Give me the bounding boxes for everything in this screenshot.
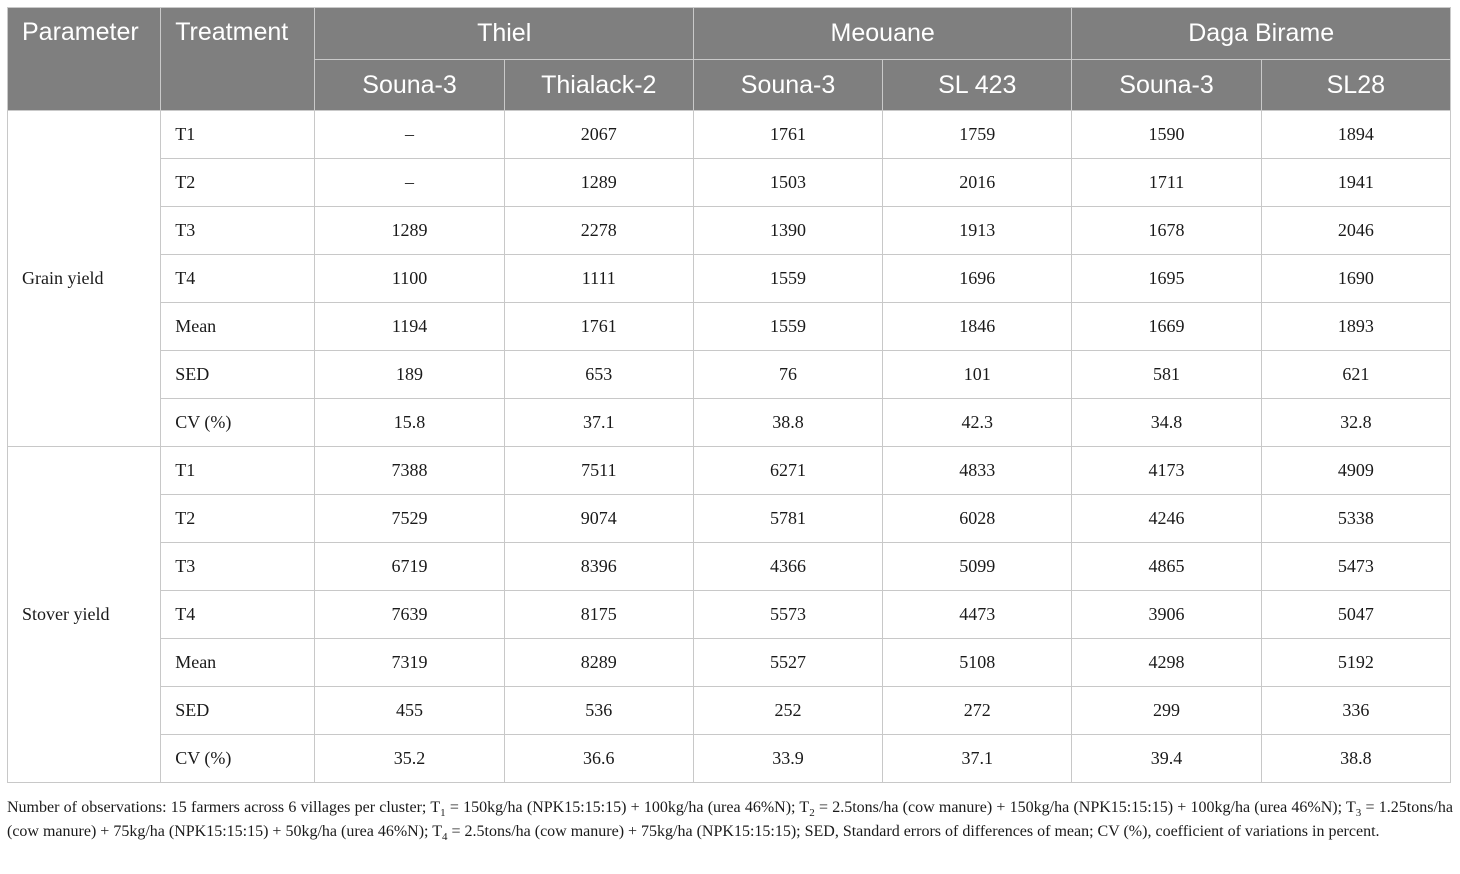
treatment-cell: T3	[161, 543, 315, 591]
value-cell: 4298	[1072, 639, 1261, 687]
treatment-cell: CV (%)	[161, 399, 315, 447]
value-cell: 35.2	[315, 735, 504, 783]
value-cell: 2016	[883, 159, 1072, 207]
value-cell: 299	[1072, 687, 1261, 735]
value-cell: 1559	[693, 255, 882, 303]
table-row	[8, 591, 1451, 639]
value-cell: 7639	[315, 591, 504, 639]
value-cell: 42.3	[883, 399, 1072, 447]
value-cell: 1111	[504, 255, 693, 303]
value-cell: 6271	[693, 447, 882, 495]
value-cell: 1695	[1072, 255, 1261, 303]
treatment-cell: T3	[161, 207, 315, 255]
value-cell: 5338	[1261, 495, 1450, 543]
value-cell: –	[315, 111, 504, 159]
header-location-daga-birame: Daga Birame	[1072, 8, 1451, 60]
treatment-cell: T4	[161, 255, 315, 303]
footnote-t2-label: T	[799, 799, 810, 816]
table-row	[8, 303, 1451, 351]
footnote-t2-sub: 2	[809, 807, 815, 820]
value-cell: 38.8	[693, 399, 882, 447]
value-cell: 5781	[693, 495, 882, 543]
header-variety: SL28	[1261, 60, 1450, 111]
footnote-t1-sub: 1	[440, 807, 446, 820]
value-cell: 4865	[1072, 543, 1261, 591]
value-cell: 4473	[883, 591, 1072, 639]
value-cell: 1503	[693, 159, 882, 207]
footnote-intro: Number of observations: 15 farmers across 6 villages per cluster;	[7, 799, 431, 816]
treatment-cell: T2	[161, 159, 315, 207]
value-cell: 1913	[883, 207, 1072, 255]
value-cell: 34.8	[1072, 399, 1261, 447]
value-cell: 3906	[1072, 591, 1261, 639]
value-cell: 336	[1261, 687, 1450, 735]
header-variety: Souna-3	[693, 60, 882, 111]
value-cell: 7529	[315, 495, 504, 543]
value-cell: 5099	[883, 543, 1072, 591]
table-row	[8, 399, 1451, 447]
value-cell: –	[315, 159, 504, 207]
value-cell: 2278	[504, 207, 693, 255]
value-cell: 101	[883, 351, 1072, 399]
value-cell: 1761	[504, 303, 693, 351]
value-cell: 4366	[693, 543, 882, 591]
treatment-cell: CV (%)	[161, 735, 315, 783]
footnote-t1-label: T	[430, 799, 441, 816]
treatment-cell: T4	[161, 591, 315, 639]
value-cell: 1696	[883, 255, 1072, 303]
header-variety: Thialack-2	[504, 60, 693, 111]
value-cell: 38.8	[1261, 735, 1450, 783]
value-cell: 1846	[883, 303, 1072, 351]
treatment-cell: T1	[161, 111, 315, 159]
value-cell: 6719	[315, 543, 504, 591]
value-cell: 4833	[883, 447, 1072, 495]
value-cell: 1941	[1261, 159, 1450, 207]
table-row	[8, 111, 1451, 159]
footnote-t1-text: = 150kg/ha (NPK15:15:15) + 100kg/ha (urea 46%N);	[445, 799, 800, 816]
footnote-t4-sub: 4	[442, 831, 448, 844]
value-cell: 1711	[1072, 159, 1261, 207]
treatment-cell: SED	[161, 351, 315, 399]
value-cell: 1590	[1072, 111, 1261, 159]
value-cell: 4173	[1072, 447, 1261, 495]
value-cell: 653	[504, 351, 693, 399]
value-cell: 33.9	[693, 735, 882, 783]
footnote-t3-sub: 3	[1355, 807, 1362, 820]
value-cell: 1893	[1261, 303, 1450, 351]
table-footnote	[7, 796, 1453, 844]
value-cell: 1289	[504, 159, 693, 207]
value-cell: 189	[315, 351, 504, 399]
table-row	[8, 735, 1451, 783]
table-row	[8, 639, 1451, 687]
value-cell: 5192	[1261, 639, 1450, 687]
treatment-cell: Mean	[161, 303, 315, 351]
table-row	[8, 447, 1451, 495]
table-row	[8, 351, 1451, 399]
treatment-cell: SED	[161, 687, 315, 735]
header-variety: SL 423	[883, 60, 1072, 111]
value-cell: 1559	[693, 303, 882, 351]
header-location-thiel: Thiel	[315, 8, 694, 60]
value-cell: 1759	[883, 111, 1072, 159]
value-cell: 1678	[1072, 207, 1261, 255]
value-cell: 6028	[883, 495, 1072, 543]
table-row	[8, 543, 1451, 591]
value-cell: 7388	[315, 447, 504, 495]
table-body	[8, 111, 1451, 783]
value-cell: 8175	[504, 591, 693, 639]
value-cell: 36.6	[504, 735, 693, 783]
value-cell: 5047	[1261, 591, 1450, 639]
header-location-meouane: Meouane	[693, 8, 1072, 60]
value-cell: 5527	[693, 639, 882, 687]
value-cell: 2067	[504, 111, 693, 159]
footnote-t3-text: = 1.25tons/ha (cow manure) + 75kg/ha (NPK15:15:15) + 50kg/ha (urea 46%N);	[7, 799, 1454, 840]
value-cell: 1100	[315, 255, 504, 303]
table-row	[8, 495, 1451, 543]
header-parameter: Parameter	[8, 8, 161, 111]
treatment-cell: T1	[161, 447, 315, 495]
value-cell: 581	[1072, 351, 1261, 399]
value-cell: 2046	[1261, 207, 1450, 255]
table-row	[8, 207, 1451, 255]
value-cell: 9074	[504, 495, 693, 543]
value-cell: 455	[315, 687, 504, 735]
value-cell: 8396	[504, 543, 693, 591]
value-cell: 1194	[315, 303, 504, 351]
value-cell: 15.8	[315, 399, 504, 447]
header-variety: Souna-3	[1072, 60, 1261, 111]
value-cell: 1761	[693, 111, 882, 159]
treatment-cell: Mean	[161, 639, 315, 687]
yield-table	[7, 7, 1451, 783]
header-row-locations	[8, 8, 1451, 60]
value-cell: 8289	[504, 639, 693, 687]
value-cell: 252	[693, 687, 882, 735]
value-cell: 1894	[1261, 111, 1450, 159]
value-cell: 7319	[315, 639, 504, 687]
header-variety: Souna-3	[315, 60, 504, 111]
value-cell: 621	[1261, 351, 1450, 399]
value-cell: 32.8	[1261, 399, 1450, 447]
value-cell: 5573	[693, 591, 882, 639]
footnote-t3-label: T	[1346, 799, 1356, 816]
value-cell: 1289	[315, 207, 504, 255]
value-cell: 536	[504, 687, 693, 735]
table-container	[7, 7, 1451, 783]
value-cell: 7511	[504, 447, 693, 495]
parameter-cell: Grain yield	[8, 111, 161, 447]
header-treatment: Treatment	[161, 8, 315, 111]
footnote-t4-label: T	[432, 823, 442, 840]
value-cell: 4246	[1072, 495, 1261, 543]
table-row	[8, 687, 1451, 735]
value-cell: 37.1	[504, 399, 693, 447]
value-cell: 1690	[1261, 255, 1450, 303]
parameter-cell: Stover yield	[8, 447, 161, 783]
treatment-cell: T2	[161, 495, 315, 543]
footnote-t4-text: = 2.5tons/ha (cow manure) + 75kg/ha (NPK15:15:15); SED, Standard errors of differences of mean; CV (%), coefficient of variations in percent.	[447, 823, 1380, 840]
footnote-t2-text: = 2.5tons/ha (cow manure) + 150kg/ha (NPK15:15:15) + 100kg/ha (urea 46%N);	[814, 799, 1347, 816]
value-cell: 272	[883, 687, 1072, 735]
value-cell: 76	[693, 351, 882, 399]
value-cell: 1669	[1072, 303, 1261, 351]
value-cell: 5473	[1261, 543, 1450, 591]
table-row	[8, 159, 1451, 207]
value-cell: 4909	[1261, 447, 1450, 495]
value-cell: 1390	[693, 207, 882, 255]
table-row	[8, 255, 1451, 303]
value-cell: 39.4	[1072, 735, 1261, 783]
value-cell: 37.1	[883, 735, 1072, 783]
value-cell: 5108	[883, 639, 1072, 687]
